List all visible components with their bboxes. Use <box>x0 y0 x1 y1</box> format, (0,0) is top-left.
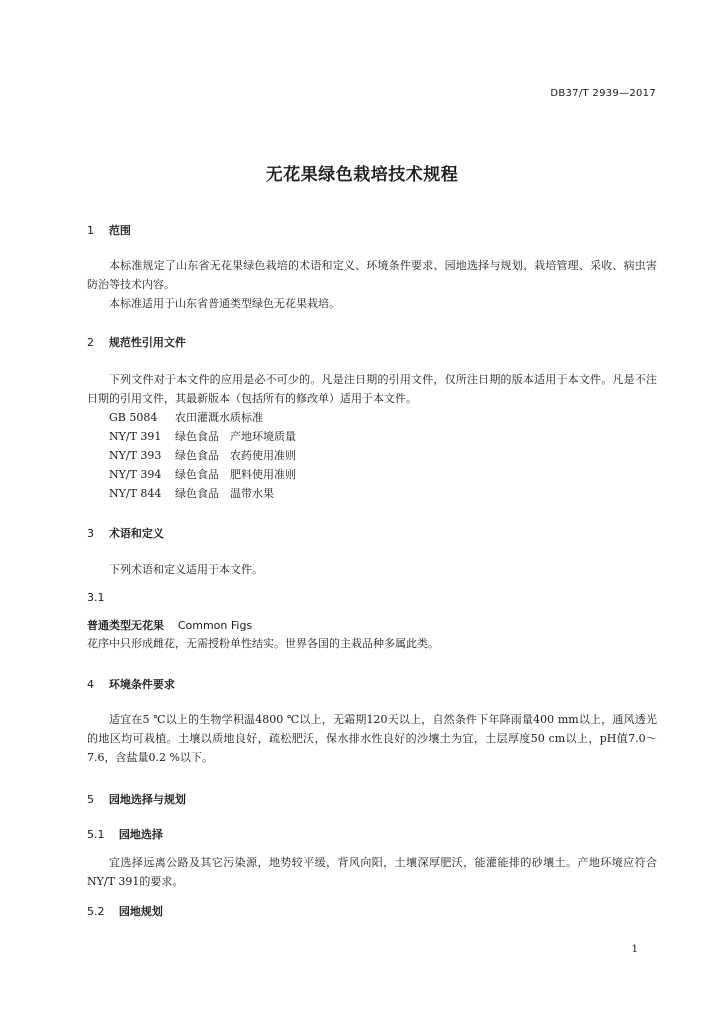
section-number: 5 <box>87 793 94 806</box>
reference-name: 绿色食品 农药使用准则 <box>175 449 296 462</box>
section-title: 环境条件要求 <box>108 678 175 691</box>
reference-item <box>109 465 296 484</box>
reference-name: 农田灌溉水质标准 <box>175 411 263 424</box>
section-4-heading <box>87 676 175 692</box>
section-3-heading <box>87 525 164 541</box>
section-number: 5.2 <box>87 905 105 918</box>
section-2-paragraph-1: 下列文件对于本文件的应用是必不可少的。凡是注日期的引用文件，仅所注日期的版本适用于本文件。凡是不注日期的引用文件，其最新版本（包括所有的修改单）适用于本文件。 <box>87 373 657 405</box>
section-title: 园地选择 <box>118 828 163 841</box>
section-number: 5.1 <box>87 828 105 841</box>
section-title: 术语和定义 <box>108 527 164 540</box>
subsection-5-1-heading <box>87 826 163 842</box>
section-title: 范围 <box>108 224 131 237</box>
document-code: DB37/T 2939—2017 <box>550 88 656 99</box>
reference-code: NY/T 844 <box>109 487 162 500</box>
section-title: 规范性引用文件 <box>108 336 186 349</box>
reference-item <box>109 484 274 503</box>
section-title: 园地选择与规划 <box>108 793 186 806</box>
reference-item <box>109 427 296 446</box>
section-1-heading <box>87 222 131 238</box>
section-5-heading <box>87 791 186 807</box>
section-3-paragraph-1: 下列术语和定义适用于本文件。 <box>109 563 263 576</box>
page-number: 1 <box>631 944 638 955</box>
reference-name: 绿色食品 温带水果 <box>175 487 274 500</box>
subsection-5-1-paragraph: 宜选择远离公路及其它污染源，地势较平缓，背风向阳，土壤深厚肥沃，能灌能排的砂壤土。产地环境应符合NY/T 391的要求。 <box>87 856 657 888</box>
term-entry <box>87 617 252 633</box>
section-4-paragraph-1: 适宜在5 ℃以上的生物学积温4800 ℃以上，无霜期120天以上，自然条件下年降雨量400 mm以上，通风透光的地区均可栽植。土壤以质地良好，疏松肥沃，保水排水性良好的沙壤土为宜，土层厚度50 cm以上，pH值7.0～7.6，含盐量0.2 %以下。 <box>87 713 657 764</box>
reference-code: NY/T 391 <box>109 430 162 443</box>
reference-name: 绿色食品 产地环境质量 <box>175 430 296 443</box>
section-number: 3.1 <box>87 591 105 604</box>
reference-code: NY/T 394 <box>109 468 162 481</box>
subsection-3-1-number <box>87 591 105 604</box>
section-2-heading <box>87 334 186 350</box>
subsection-5-2-heading <box>87 903 163 919</box>
section-title: 园地规划 <box>118 905 163 918</box>
section-1-paragraph-2: 本标准适用于山东省普通类型绿色无花果栽培。 <box>109 297 340 310</box>
term-english: Common Figs <box>177 619 253 632</box>
term-definition: 花序中只形成雌花，无需授粉单性结实。世界各国的主栽品种多属此类。 <box>87 637 439 650</box>
reference-name: 绿色食品 肥料使用准则 <box>175 468 296 481</box>
document-title: 无花果绿色栽培技术规程 <box>265 165 459 185</box>
section-1-paragraph-1: 本标准规定了山东省无花果绿色栽培的术语和定义、环境条件要求、园地选择与规划、栽培管理、采收、病虫害防治等技术内容。 <box>87 259 657 291</box>
section-number: 2 <box>87 336 94 349</box>
term-chinese: 普通类型无花果 <box>87 619 164 632</box>
section-number: 3 <box>87 527 94 540</box>
reference-code: GB 5084 <box>109 411 158 424</box>
reference-code: NY/T 393 <box>109 449 162 462</box>
reference-item <box>109 408 263 427</box>
section-number: 1 <box>87 224 94 237</box>
section-number: 4 <box>87 678 94 691</box>
reference-item <box>109 446 296 465</box>
